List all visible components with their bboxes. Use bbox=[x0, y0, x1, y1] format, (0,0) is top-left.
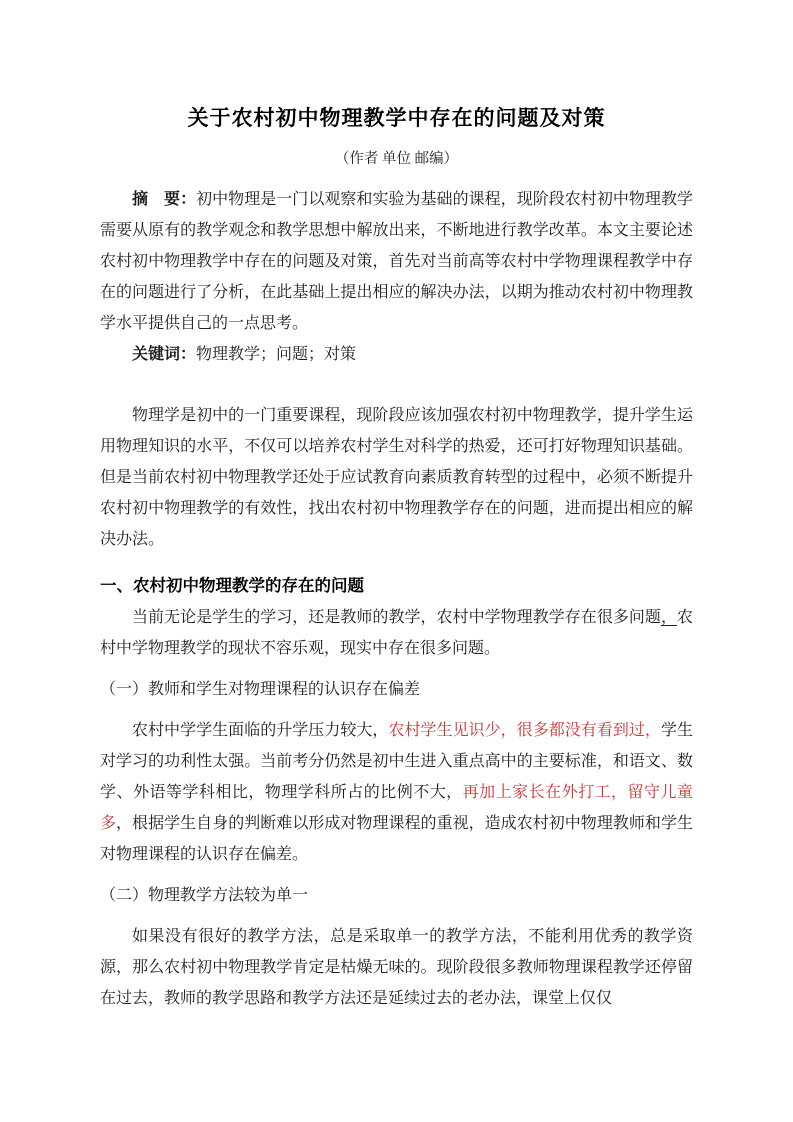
subsection-1-paragraph bbox=[100, 715, 693, 870]
section-1-text-a: 当前无论是学生的学习，还是教师的教学，农村中学物理教学存在很多问题 bbox=[132, 609, 661, 626]
document-title: 关于农村初中物理教学中存在的问题及对策 bbox=[187, 107, 606, 130]
section-1-heading: 一、农村初中物理教学的存在的问题 bbox=[100, 577, 364, 595]
red-annotation-2: 再加上家长在外打工，留守儿童多 bbox=[100, 784, 693, 832]
authors-line: （作者 单位 邮编） bbox=[334, 151, 459, 167]
abstract-label: 摘 要： bbox=[132, 191, 197, 208]
section-1-text-b: 农村中学物理教学的现状不容乐观，现实中存在很多问题。 bbox=[100, 609, 693, 657]
underlined-comma: ， bbox=[660, 609, 677, 626]
keywords-text: 物理教学；问题；对策 bbox=[196, 346, 357, 363]
subsection-1-text-c: ，根据学生自身的判断难以形成对物理课程的重视，造成农村初中物理教师和学生对物理课程的认识存在偏差。 bbox=[100, 815, 693, 863]
subsection-1-heading: （一）教师和学生对物理课程的认识存在偏差 bbox=[100, 681, 421, 698]
subsection-1-text-a: 农村中学学生面临的升学压力较大， bbox=[132, 722, 389, 739]
red-annotation-1: 农村学生见识少，很多都没有看到过， bbox=[388, 722, 661, 739]
subsection-2-paragraph: 如果没有很好的教学方法，总是采取单一的教学方法，不能利用优秀的教学资源，那么农村初中物理教学肯定是枯燥无味的。现阶段很多教师物理课程教学还停留在过去，教师的教学思路和教学方法还是延续过去的老办法，课堂上仅仅 bbox=[100, 928, 693, 1007]
keywords-line bbox=[100, 339, 693, 370]
abstract-paragraph bbox=[100, 184, 693, 339]
subsection-2-heading: （二）物理教学方法较为单一 bbox=[100, 887, 309, 904]
keywords-label: 关键词： bbox=[132, 346, 197, 363]
intro-paragraph: 物理学是初中的一门重要课程，现阶段应该加强农村初中物理教学，提升学生运用物理知识的水平，不仅可以培养农村学生对科学的热爱，还可打好物理知识基础。但是当前农村初中物理教学还处于应试教育向素质教育转型的过程中，必须不断提升农村初中物理教学的有效性，找出农村初中物理教学存在的问题，进而提出相应的解决办法。 bbox=[100, 407, 693, 548]
abstract-text: 初中物理是一门以观察和实验为基础的课程，现阶段农村初中物理教学需要从原有的教学观念和教学思想中解放出来，不断地进行教学改革。本文主要论述农村初中物理教学中存在的问题及对策，首先对当前高等农村中学物理课程教学中存在的问题进行了分析，在此基础上提出相应的解决办法，以期为推动农村初中物理教学水平提供自己的一点思考。 bbox=[100, 191, 693, 332]
subsection-1-text-b: 学生对学习的功利性太强。当前考分仍然是初中生进入重点高中的主要标准，和语文、数学、外语等学科相比，物理学科所占的比例不大， bbox=[100, 722, 693, 801]
section-1-paragraph bbox=[100, 602, 693, 664]
